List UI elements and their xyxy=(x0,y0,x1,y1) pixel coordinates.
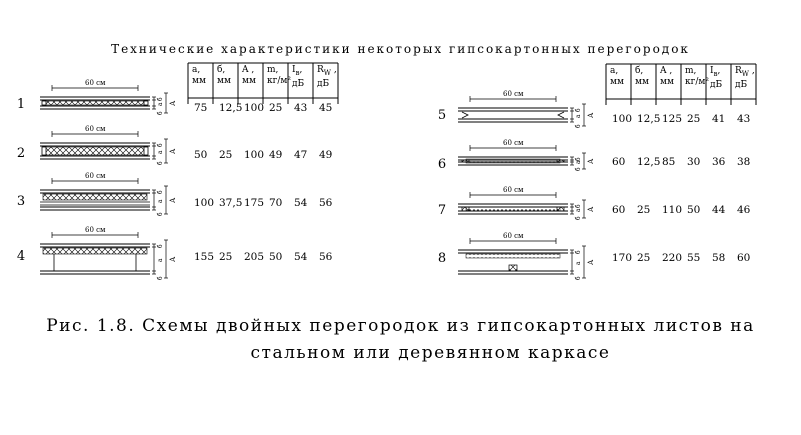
thickness-label-b: б xyxy=(157,143,164,147)
right-row-5-value: 43 xyxy=(737,113,751,125)
header-symbol: б, xyxy=(217,65,226,75)
header-symbol: $R_W$ , xyxy=(735,66,755,78)
left-row-2-value: 25 xyxy=(219,149,233,161)
row-number-2: 2 xyxy=(16,146,26,161)
insulation-layer xyxy=(466,254,560,258)
right-row-8-value: 25 xyxy=(637,252,651,264)
insulation-layer xyxy=(43,147,147,155)
left-row-1-value: 100 xyxy=(244,102,265,114)
thickness-label-a: а xyxy=(157,199,164,203)
left-row-1-value: 12,5 xyxy=(219,102,243,114)
thickness-label-b: б xyxy=(157,111,164,115)
left-header-cell xyxy=(192,65,213,87)
right-header-cell xyxy=(610,66,631,88)
insulation-layer xyxy=(466,207,560,211)
dimension-label: 60 см xyxy=(503,232,524,240)
right-header-cell xyxy=(660,66,681,88)
row-number-8: 8 xyxy=(437,251,447,266)
right-header-cell xyxy=(735,66,756,91)
dimension-label: 60 см xyxy=(85,226,106,234)
left-row-4-value: 54 xyxy=(294,251,308,263)
dimension-label: 60 см xyxy=(85,79,106,87)
thickness-label-b: б xyxy=(157,190,164,194)
thickness-label-b: б xyxy=(575,157,582,161)
right-row-8-value: 220 xyxy=(662,252,683,264)
header-unit: дБ xyxy=(710,79,723,90)
left-row-3-value: 54 xyxy=(294,197,308,209)
header-symbol: a, xyxy=(610,66,619,76)
left-row-2-value: 49 xyxy=(269,149,283,161)
right-header-cell xyxy=(635,66,656,88)
dimension-label: 60 см xyxy=(503,186,524,194)
header-subscript: W xyxy=(741,69,749,78)
stud-right xyxy=(144,101,148,105)
right-row-5-value: 125 xyxy=(662,113,683,125)
right-header-cell xyxy=(710,66,731,91)
left-row-4-value: 205 xyxy=(244,251,265,263)
header-symbol: m, xyxy=(267,65,279,75)
left-header-cell xyxy=(292,65,313,90)
stud-left xyxy=(462,207,469,211)
left-header-cell xyxy=(217,65,238,87)
right-row-6-value: 60 xyxy=(612,156,626,168)
stud-profile-left xyxy=(462,112,468,118)
thickness-label-b: б xyxy=(157,244,164,248)
left-row-2-value: 49 xyxy=(319,149,333,161)
thickness-label-b: б xyxy=(157,276,164,280)
row-number-3: 3 xyxy=(16,194,26,209)
right-row-7-value: 60 xyxy=(612,204,626,216)
left-row-1-value: 43 xyxy=(294,102,308,114)
header-unit: мм xyxy=(192,76,207,86)
left-row-1-value: 45 xyxy=(319,102,333,114)
header-symbol: $R_W$ , xyxy=(317,65,337,77)
header-symbol: a, xyxy=(192,65,201,75)
right-row-8-value: 170 xyxy=(612,252,633,264)
left-row-4-value: 25 xyxy=(219,251,233,263)
header-subscript: в xyxy=(713,69,718,78)
dimension-label: 60 см xyxy=(503,90,524,98)
insulation-layer xyxy=(43,194,147,200)
header-unit: мм xyxy=(635,77,650,87)
header-unit: дБ xyxy=(317,78,330,89)
overall-label-A: А xyxy=(169,256,177,262)
header-unit: мм xyxy=(610,77,625,87)
thickness-label-a: а xyxy=(575,160,582,164)
header-unit: дБ xyxy=(292,78,305,89)
right-row-7-value: 46 xyxy=(737,204,751,216)
dimension-label: 60 см xyxy=(85,172,106,180)
left-row-1-value: 25 xyxy=(269,102,283,114)
thickness-label-b: б xyxy=(157,212,164,216)
header-unit: мм xyxy=(660,77,675,87)
left-row-4-value: 155 xyxy=(194,251,215,263)
right-row-5-value: 41 xyxy=(712,113,726,125)
insulation-layer xyxy=(43,248,147,254)
thickness-label-b: б xyxy=(575,216,582,220)
left-row-2-value: 50 xyxy=(194,149,208,161)
thickness-label-b: б xyxy=(575,204,582,208)
right-row-6-value: 85 xyxy=(662,156,676,168)
thickness-label-a: а xyxy=(575,261,582,265)
overall-label-A: А xyxy=(587,112,595,118)
right-row-6-value: 30 xyxy=(687,156,701,168)
header-subscript: W xyxy=(323,68,331,77)
header-symbol: б, xyxy=(635,66,644,76)
row-number-7: 7 xyxy=(437,203,447,218)
overall-label-A: А xyxy=(587,158,595,164)
figure-caption-line-1: Рис. 1.8. Схемы двойных перегородок из гипсокартонных листов на xyxy=(46,316,755,336)
insulation-layer xyxy=(43,101,147,105)
row-number-1: 1 xyxy=(16,97,26,112)
thickness-label-a: а xyxy=(575,208,582,212)
thickness-label-b: б xyxy=(575,167,582,171)
stud-right xyxy=(557,207,564,211)
dimension-label: 60 см xyxy=(503,139,524,147)
left-row-3-value: 175 xyxy=(244,197,265,209)
right-row-7-value: 110 xyxy=(662,204,683,216)
header-unit: мм xyxy=(242,76,257,86)
left-row-4-value: 50 xyxy=(269,251,283,263)
thickness-label-b: б xyxy=(157,161,164,165)
right-row-7-value: 44 xyxy=(712,204,726,216)
thickness-label-b: б xyxy=(157,97,164,101)
row-number-5: 5 xyxy=(437,108,447,123)
right-row-5-value: 12,5 xyxy=(637,113,661,125)
left-row-3-value: 70 xyxy=(269,197,283,209)
header-symbol: m, xyxy=(685,66,697,76)
header-unit: дБ xyxy=(735,79,748,90)
row-number-4: 4 xyxy=(16,249,26,264)
thickness-label-b: б xyxy=(575,250,582,254)
header-symbol: A , xyxy=(660,66,673,76)
overall-label-A: А xyxy=(169,148,177,154)
header-unit: мм xyxy=(217,76,232,86)
figure-caption-line-2-text: стальном или деревянном каркасе xyxy=(250,343,611,363)
thickness-label-b: б xyxy=(575,124,582,128)
row-number-6: 6 xyxy=(437,157,447,172)
left-header-cell xyxy=(317,65,338,90)
right-header-cell xyxy=(685,66,709,88)
figure-caption-line-2 xyxy=(0,343,801,363)
thickness-label-a: а xyxy=(575,114,582,118)
thickness-label-a: а xyxy=(157,102,164,106)
stud-left xyxy=(462,160,469,162)
left-row-2-value: 47 xyxy=(294,149,308,161)
overall-label-A: А xyxy=(169,100,177,106)
stud-center xyxy=(509,265,517,271)
right-row-7-value: 50 xyxy=(687,204,701,216)
stud-right xyxy=(144,147,148,155)
stud-left xyxy=(42,101,46,105)
right-row-8-value: 55 xyxy=(687,252,701,264)
right-row-6-value: 12,5 xyxy=(637,156,661,168)
overall-label-A: А xyxy=(587,206,595,212)
left-header-cell xyxy=(267,65,291,87)
left-row-3-value: 56 xyxy=(319,197,333,209)
left-row-2-value: 100 xyxy=(244,149,265,161)
left-row-1-value: 75 xyxy=(194,102,208,114)
right-row-5-value: 25 xyxy=(687,113,701,125)
stud-profile-right xyxy=(558,112,564,118)
header-unit: кг/м² xyxy=(685,77,709,87)
left-row-4-value: 56 xyxy=(319,251,333,263)
left-header-cell xyxy=(242,65,263,87)
overall-label-A: А xyxy=(587,259,595,265)
overall-label-A: А xyxy=(169,197,177,203)
page-title: Технические характеристики некоторых гипсокартонных перегородок xyxy=(111,42,690,56)
thickness-label-a: а xyxy=(157,258,164,262)
dimension-label: 60 см xyxy=(85,125,106,133)
left-row-3-value: 100 xyxy=(194,197,215,209)
right-row-6-value: 36 xyxy=(712,156,726,168)
thickness-label-b: б xyxy=(575,108,582,112)
stud-right xyxy=(557,160,564,162)
thickness-label-a: а xyxy=(157,150,164,154)
header-symbol: A , xyxy=(242,65,255,75)
right-row-5-value: 100 xyxy=(612,113,633,125)
header-unit: кг/м² xyxy=(267,76,291,86)
insulation-layer xyxy=(466,159,560,163)
thickness-label-b: б xyxy=(575,276,582,280)
right-row-6-value: 38 xyxy=(737,156,751,168)
left-row-3-value: 37,5 xyxy=(219,197,243,209)
right-row-7-value: 25 xyxy=(637,204,651,216)
header-symbol: $I_в$, xyxy=(292,65,303,77)
header-subscript: в xyxy=(295,68,300,77)
right-row-8-value: 60 xyxy=(737,252,751,264)
right-row-8-value: 58 xyxy=(712,252,726,264)
stud-left xyxy=(42,147,46,155)
header-symbol: $I_в$, xyxy=(710,66,721,78)
